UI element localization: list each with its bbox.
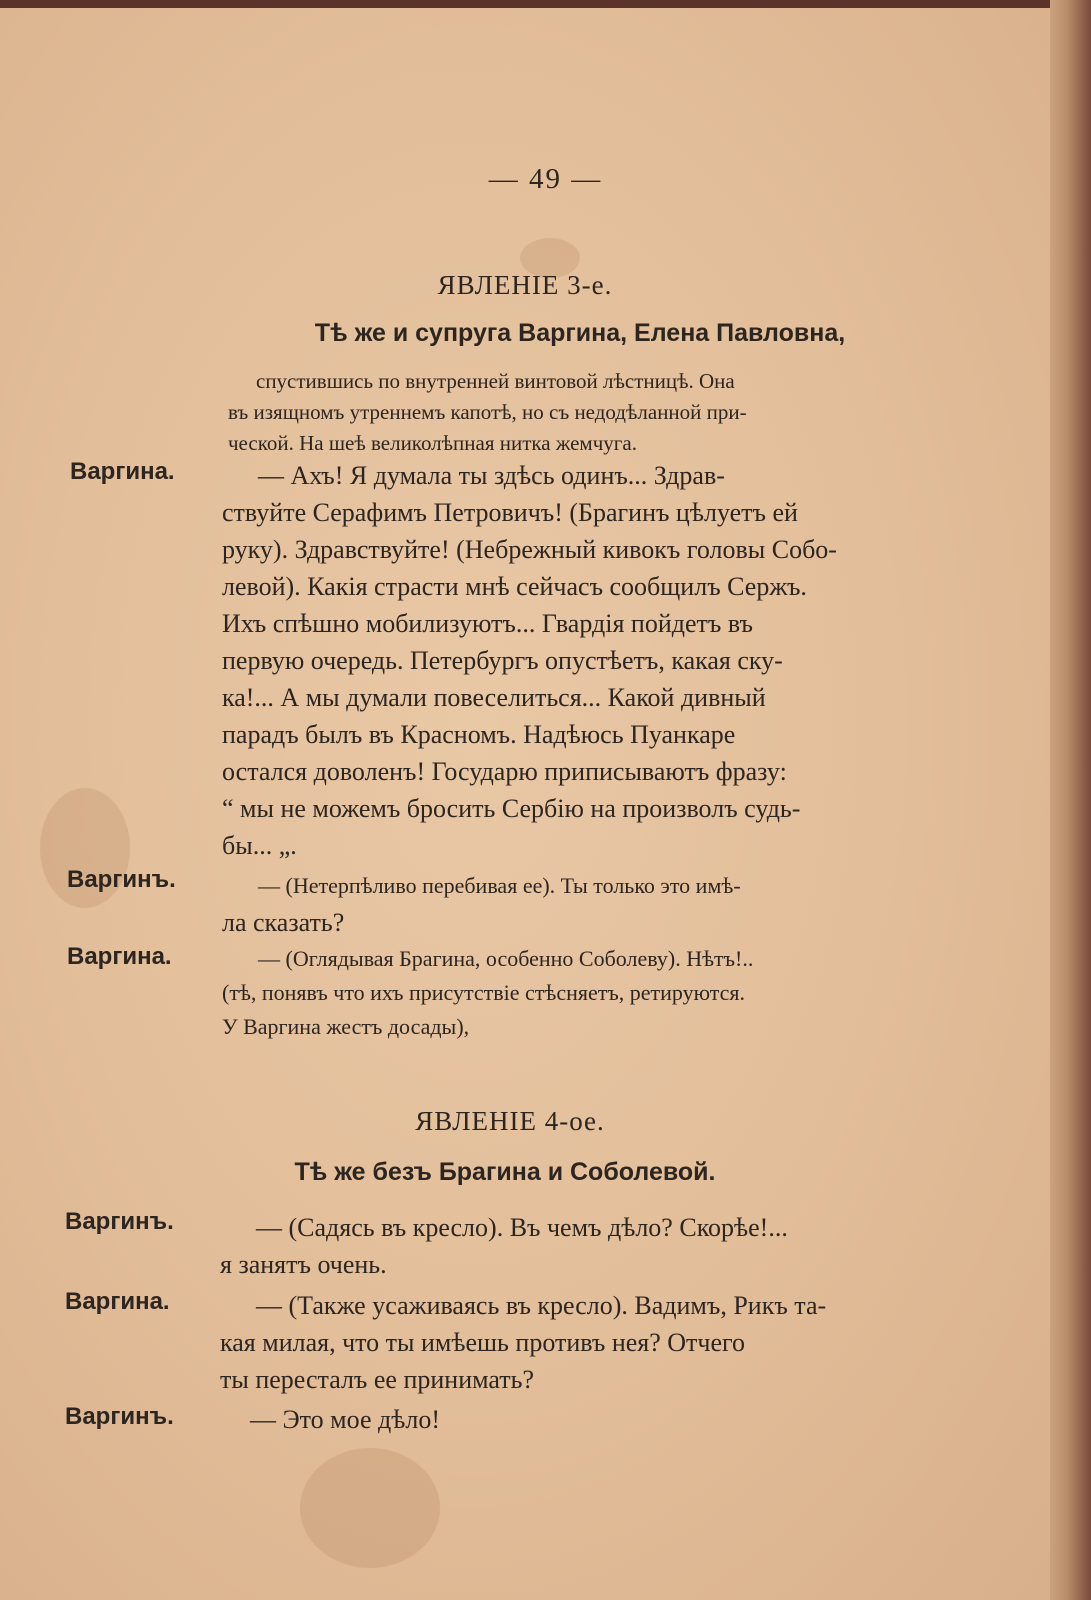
speaker-name: Варгина. (65, 1288, 170, 1315)
page-number: — 49 — (488, 163, 603, 195)
speech-line: остался доволенъ! Государю приписываютъ фразу: (222, 757, 787, 786)
speech-line: ствуйте Серафимъ Петровичъ! (Брагинъ цѣлуетъ ей (222, 498, 798, 527)
speech-line: — (Оглядывая Брагина, особенно Соболеву). Нѣтъ!.. (258, 946, 754, 971)
scene-4-subtitle: Тѣ же безъ Брагина и Соболевой. (294, 1158, 716, 1186)
speaker-name: Варгинъ. (65, 1208, 174, 1235)
stage-line: спустившись по внутренней винтовой лѣстницѣ. Она (256, 369, 735, 393)
speech-block (222, 457, 932, 864)
speech-line: кая милая, что ты имѣешь противъ нея? Отчего (220, 1328, 746, 1357)
speech-block (222, 867, 932, 941)
scene-4-title: ЯВЛЕНІЕ 4-ое. (415, 1106, 605, 1136)
speaker-name: Варгинъ. (67, 866, 176, 893)
paper-stain (300, 1448, 440, 1568)
book-page (0, 8, 1050, 1600)
scene-3-stage-direction (228, 366, 928, 459)
scene-3-subtitle: Тѣ же и супруга Варгина, Елена Павловна, (314, 319, 846, 347)
speech-line: У Варгина жестъ досады), (222, 1014, 470, 1039)
speech-line: — (Садясь въ кресло). Въ чемъ дѣло? Скорѣе!... (256, 1213, 788, 1242)
speech-line: — (Нетерпѣливо перебивая ее). Ты только это имѣ- (258, 873, 741, 898)
speech-line: левой). Какія страсти мнѣ сейчасъ сообщилъ Сержъ. (222, 572, 807, 601)
speech-line: первую очередь. Петербургъ опустѣетъ, какая ску- (222, 646, 783, 675)
speech-line: парадъ былъ въ Красномъ. Надѣюсь Пуанкаре (222, 720, 736, 749)
top-edge (0, 0, 1091, 8)
speech-line: ла сказать? (222, 908, 345, 937)
speech-line: — (Также усаживаясь въ кресло). Вадимъ, Рикъ та- (256, 1291, 827, 1320)
speaker-name: Варгина. (70, 458, 175, 485)
speech-block (222, 942, 942, 1044)
book-edge (1050, 0, 1091, 1600)
speech-line: я занятъ очень. (220, 1250, 387, 1279)
speaker-name: Варгина. (67, 943, 172, 970)
speech-line: руку). Здравствуйте! (Небрежный кивокъ головы Собо- (222, 535, 837, 564)
speech-line: Ихъ спѣшно мобилизуютъ... Гвардія пойдетъ въ (222, 609, 753, 638)
stage-line: въ изящномъ утреннемъ капотѣ, но съ недодѣланной при- (228, 400, 747, 424)
speech-block (220, 1209, 935, 1283)
speech-line: — Ахъ! Я думала ты здѣсь одинъ... Здрав- (258, 461, 725, 490)
scene-3-title: ЯВЛЕНІЕ 3-е. (437, 270, 613, 300)
stage-line: ческой. На шеѣ великолѣпная нитка жемчуга. (228, 431, 637, 455)
speech-block (220, 1401, 935, 1438)
speech-line: ка!... А мы думали повеселиться... Какой дивный (222, 683, 766, 712)
speech-line: бы... „. (222, 831, 297, 860)
speech-line: (тѣ, понявъ что ихъ присутствіе стѣсняетъ, ретируются. (222, 980, 746, 1005)
speech-line: ты пересталъ ее принимать? (220, 1365, 535, 1394)
speech-block (220, 1287, 935, 1398)
speech-line: “ мы не можемъ бросить Сербію на произволъ судь- (222, 794, 801, 823)
speech-line: — Это мое дѣло! (250, 1405, 440, 1434)
speaker-name: Варгинъ. (65, 1403, 174, 1430)
